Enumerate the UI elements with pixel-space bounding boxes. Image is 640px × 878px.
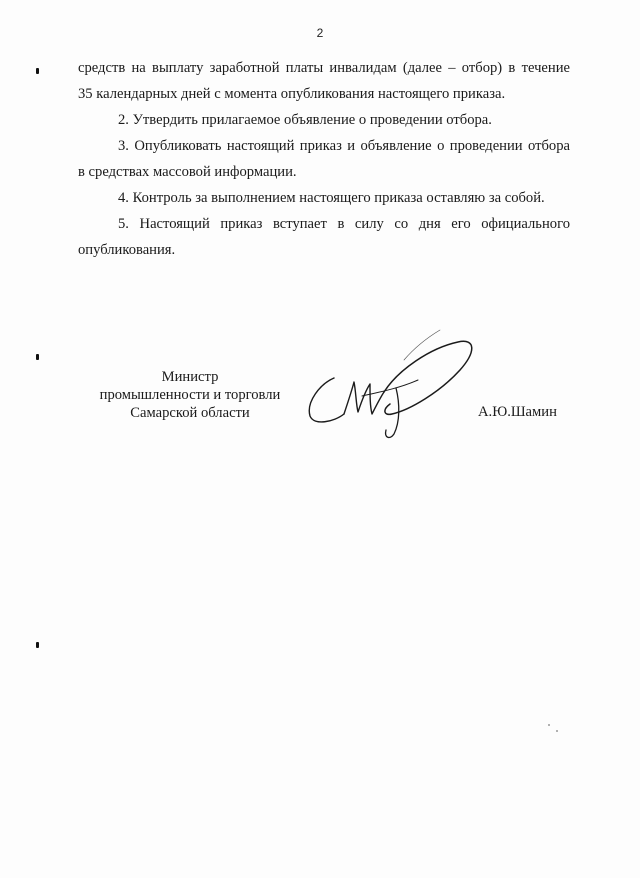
punch-mark	[36, 642, 39, 648]
signatory-title-line-2: промышленности и торговли	[99, 387, 281, 403]
paragraph-1	[78, 55, 570, 107]
paragraph-5-line-2: опубликования.	[78, 242, 176, 258]
paragraph-2-text: 2. Утвердить прилагаемое объявление о проведении отбора.	[118, 112, 492, 128]
paragraph-3-line-1: 3. Опубликовать настоящий приказ и объявление о проведении отбора	[118, 138, 570, 154]
paragraph-2	[78, 107, 570, 133]
signatory-title-line-1: Министр	[161, 369, 219, 385]
page-number: 2	[316, 26, 324, 40]
document-body	[78, 55, 570, 263]
paragraph-4-text: 4. Контроль за выполнением настоящего приказа оставляю за собой.	[118, 190, 545, 206]
punch-mark	[36, 68, 39, 74]
signatory-name: А.Ю.Шамин	[478, 404, 557, 420]
paragraph-1-line-2: 35 календарных дней с момента опубликования настоящего приказа.	[78, 86, 506, 102]
paragraph-3-line-2: в средствах массовой информации.	[78, 164, 297, 180]
signatory-title-line-3: Самарской области	[130, 405, 250, 421]
punch-mark	[36, 354, 39, 360]
scan-speck	[548, 724, 550, 726]
paragraph-5	[78, 211, 570, 263]
paragraph-5-line-1: 5. Настоящий приказ вступает в силу со дня его официального	[118, 216, 570, 232]
paragraph-4	[78, 185, 570, 211]
paragraph-1-line-1: средств на выплату заработной платы инвалидам (далее – отбор) в течение	[78, 60, 570, 76]
scan-speck	[556, 730, 558, 732]
handwritten-signature	[300, 318, 500, 448]
paragraph-3	[78, 133, 570, 185]
signatory-title	[60, 368, 320, 422]
